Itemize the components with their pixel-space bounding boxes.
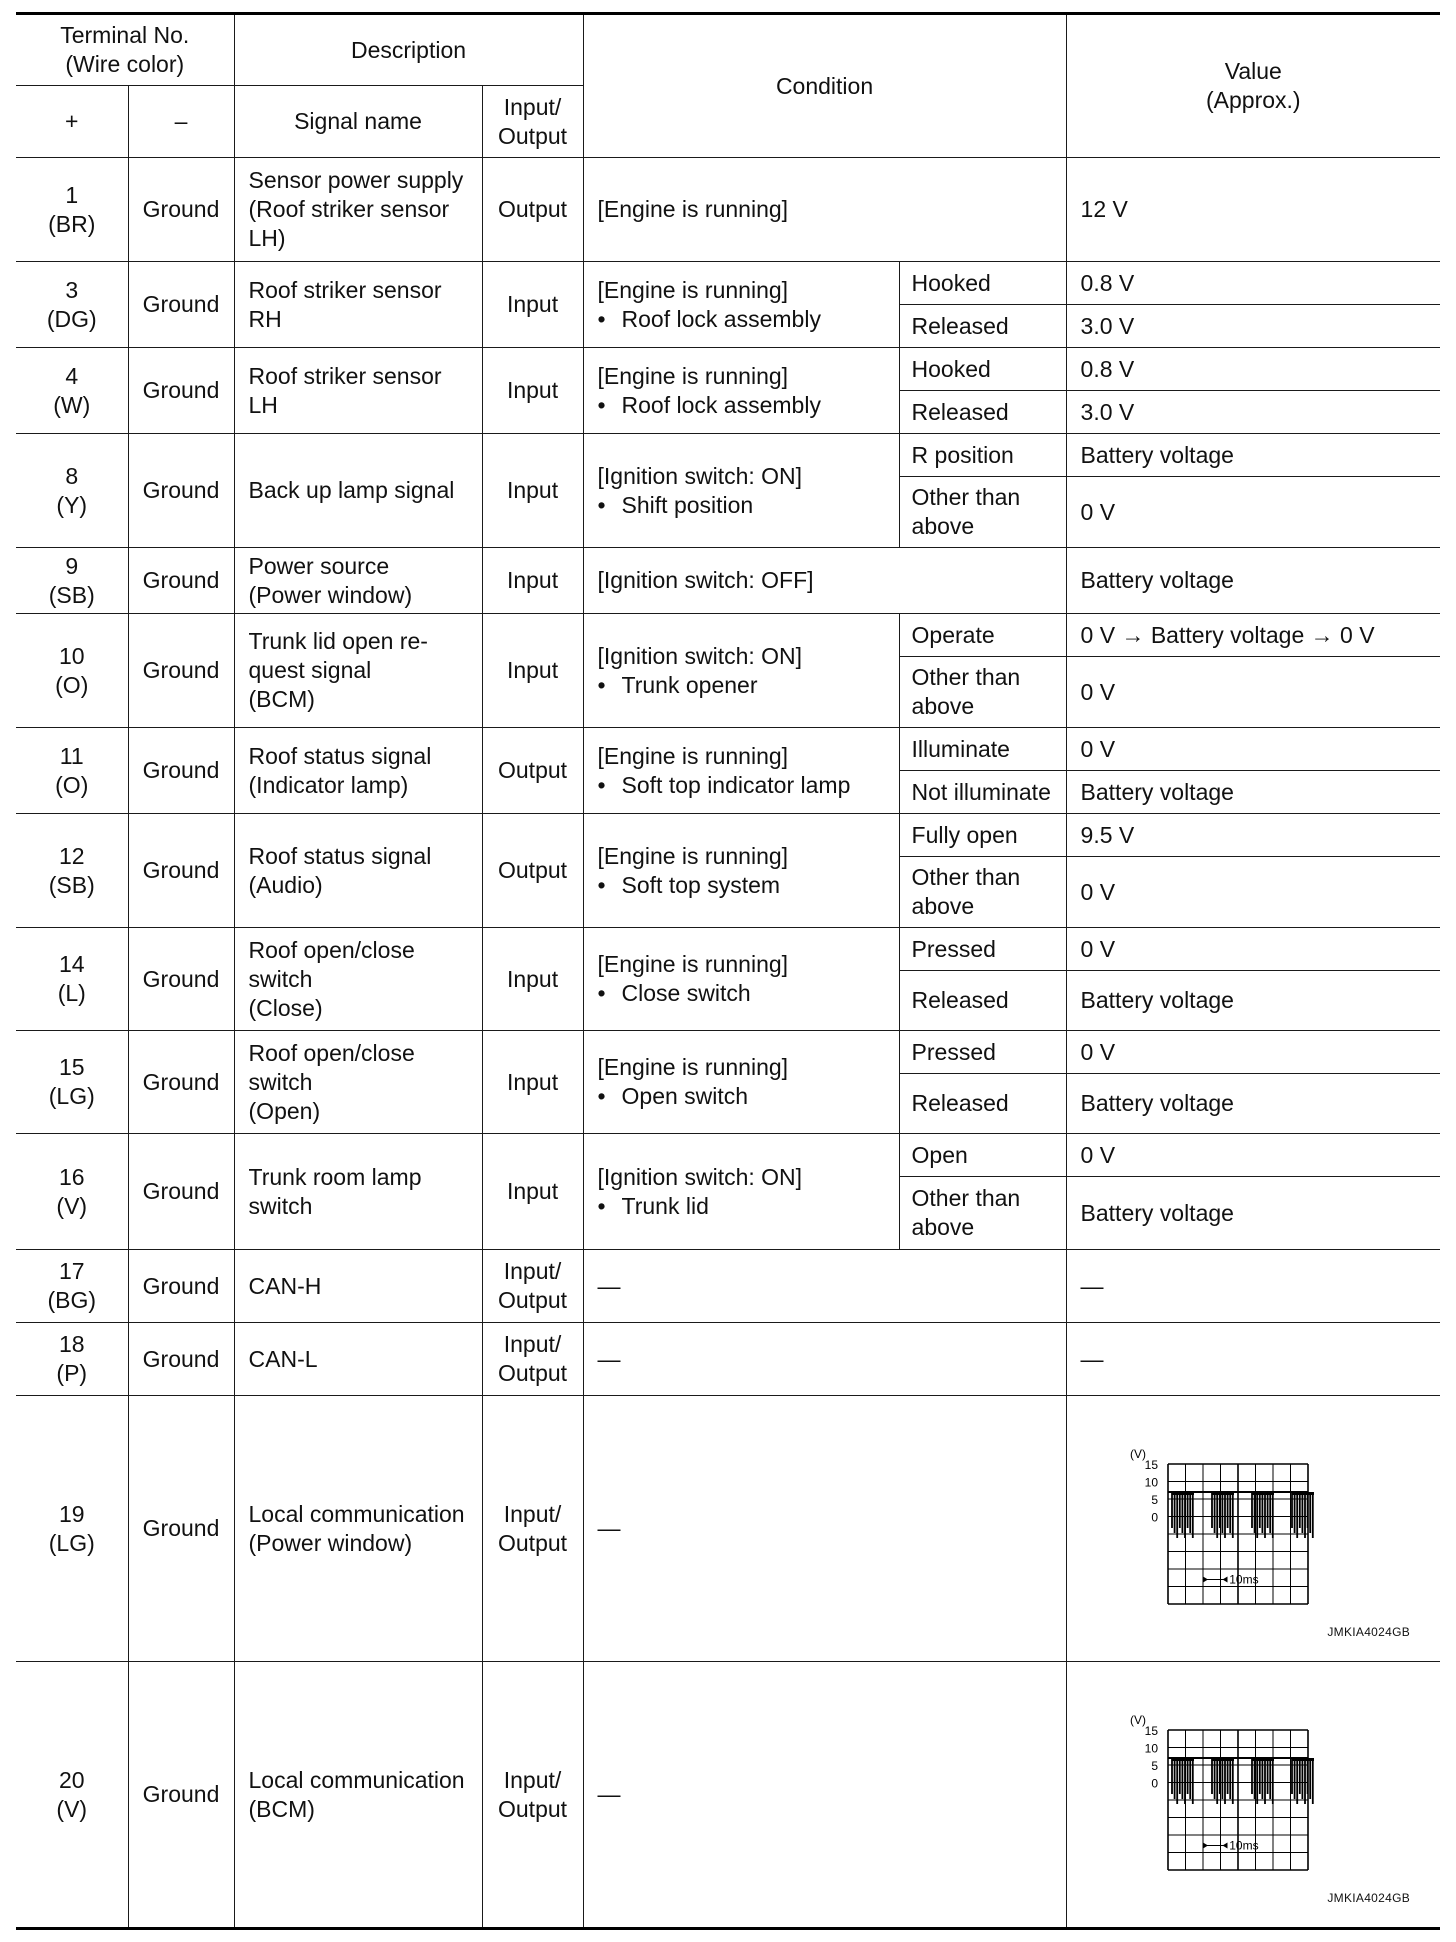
state-cell: Other than above bbox=[899, 657, 1066, 728]
signal-name-cell: Roof open/close switch (Close) bbox=[234, 928, 482, 1031]
table-row bbox=[16, 262, 1440, 305]
value-cell: 12 V bbox=[1066, 158, 1440, 262]
wire-color: (O) bbox=[55, 671, 89, 698]
condition-cell bbox=[583, 434, 899, 548]
condition-cell: [Ignition switch: OFF] bbox=[583, 548, 1066, 614]
waveform-unit: (V) bbox=[1129, 1713, 1146, 1727]
waveform-time-label: 10ms bbox=[1228, 1572, 1259, 1587]
header-input-output: Input/ Output bbox=[482, 86, 583, 158]
ground-cell: Ground bbox=[128, 614, 234, 728]
condition-sub-text: Open switch bbox=[621, 1083, 749, 1109]
input-output-cell: Input bbox=[482, 1031, 583, 1134]
state-cell: Fully open bbox=[899, 814, 1066, 857]
table-row bbox=[16, 1396, 1440, 1662]
value-cell: 9.5 V bbox=[1066, 814, 1440, 857]
value-cell: 0.8 V bbox=[1066, 348, 1440, 391]
state-cell: Pressed bbox=[899, 928, 1066, 971]
waveform-y-tick: 10 bbox=[1144, 1741, 1158, 1756]
condition-sub-text: Trunk lid bbox=[621, 1192, 709, 1219]
ground-cell: Ground bbox=[128, 434, 234, 548]
table-row bbox=[16, 1250, 1440, 1323]
state-cell: Released bbox=[899, 305, 1066, 348]
terminal-number-cell bbox=[16, 158, 128, 262]
ground-cell: Ground bbox=[128, 348, 234, 434]
figure-reference-code: JMKIA4024GB bbox=[1327, 1625, 1411, 1639]
input-output-cell: Input bbox=[482, 348, 583, 434]
condition-cell bbox=[583, 348, 899, 434]
input-output-cell: Input/ Output bbox=[482, 1396, 583, 1662]
terminal-number-cell bbox=[16, 1396, 128, 1662]
waveform-y-tick: 0 bbox=[1150, 1510, 1158, 1525]
terminal-table bbox=[16, 12, 1440, 1930]
wire-color: (V) bbox=[56, 1192, 88, 1219]
wire-color: (SB) bbox=[48, 581, 95, 608]
condition-cell: — bbox=[583, 1323, 1066, 1396]
condition-sub bbox=[598, 305, 885, 334]
value-cell: Battery voltage bbox=[1066, 434, 1440, 477]
signal-name-cell: Roof open/close switch (Open) bbox=[234, 1031, 482, 1134]
value-cell: 0.8 V bbox=[1066, 262, 1440, 305]
value-cell: 0 V bbox=[1066, 477, 1440, 548]
condition-sub bbox=[598, 1192, 885, 1221]
ground-cell: Ground bbox=[128, 1250, 234, 1323]
terminal-number: 17 bbox=[58, 1258, 85, 1284]
bullet-marker: • bbox=[597, 1192, 606, 1219]
value-cell: 0 V bbox=[1066, 728, 1440, 771]
condition-cell bbox=[583, 614, 899, 728]
bullet-marker: • bbox=[597, 1083, 606, 1109]
state-cell: Open bbox=[899, 1134, 1066, 1177]
condition-cell bbox=[583, 1031, 899, 1134]
signal-name-cell: CAN-L bbox=[234, 1323, 482, 1396]
table-row bbox=[16, 728, 1440, 771]
condition-main: [Ignition switch: ON] bbox=[597, 462, 803, 489]
ground-cell: Ground bbox=[128, 1662, 234, 1929]
signal-name-cell: CAN-H bbox=[234, 1250, 482, 1323]
state-cell: Pressed bbox=[899, 1031, 1066, 1074]
value-cell: Battery voltage bbox=[1066, 971, 1440, 1031]
ground-cell: Ground bbox=[128, 262, 234, 348]
input-output-cell: Input/ Output bbox=[482, 1662, 583, 1929]
value-waveform-cell bbox=[1066, 1396, 1440, 1662]
waveform-y-tick: 0 bbox=[1150, 1776, 1158, 1791]
value-cell: 0 V bbox=[1066, 1134, 1440, 1177]
waveform-y-tick: 15 bbox=[1144, 1724, 1158, 1738]
header-minus: – bbox=[128, 86, 234, 158]
terminal-number: 11 bbox=[59, 742, 84, 769]
state-cell: Released bbox=[899, 391, 1066, 434]
wire-color: (W) bbox=[53, 391, 91, 418]
terminal-number: 18 bbox=[58, 1331, 85, 1357]
terminal-number: 3 bbox=[65, 276, 79, 303]
condition-sub bbox=[598, 771, 885, 800]
condition-sub-text: Roof lock assembly bbox=[621, 391, 821, 418]
state-cell: Operate bbox=[899, 614, 1066, 657]
signal-name-cell: Trunk room lamp switch bbox=[234, 1134, 482, 1250]
value-cell: Battery voltage bbox=[1066, 1177, 1440, 1250]
signal-name-cell: Power source (Power window) bbox=[234, 548, 482, 614]
waveform-y-tick: 5 bbox=[1150, 1493, 1158, 1507]
input-output-cell: Output bbox=[482, 158, 583, 262]
ground-cell: Ground bbox=[128, 928, 234, 1031]
wire-color: (DG) bbox=[46, 305, 97, 332]
state-cell: Released bbox=[899, 971, 1066, 1031]
terminal-number-cell bbox=[16, 262, 128, 348]
header-plus: + bbox=[16, 86, 128, 158]
bullet-marker: • bbox=[597, 771, 606, 798]
condition-cell: — bbox=[583, 1662, 1066, 1929]
table-row bbox=[16, 1323, 1440, 1396]
input-output-cell: Input bbox=[482, 1134, 583, 1250]
waveform-unit: (V) bbox=[1129, 1447, 1146, 1461]
value-cell: — bbox=[1066, 1323, 1440, 1396]
state-cell: Other than above bbox=[899, 477, 1066, 548]
terminal-number-cell bbox=[16, 1031, 128, 1134]
input-output-cell: Input/ Output bbox=[482, 1323, 583, 1396]
terminal-number: 12 bbox=[58, 842, 85, 869]
state-cell: Hooked bbox=[899, 348, 1066, 391]
terminal-number-cell bbox=[16, 434, 128, 548]
condition-cell: — bbox=[583, 1250, 1066, 1323]
terminal-number-cell bbox=[16, 348, 128, 434]
input-output-cell: Output bbox=[482, 728, 583, 814]
wire-color: (BR) bbox=[48, 210, 96, 237]
table-row bbox=[16, 348, 1440, 391]
ground-cell: Ground bbox=[128, 1031, 234, 1134]
signal-name-cell: Roof status signal (Audio) bbox=[234, 814, 482, 928]
table-row bbox=[16, 434, 1440, 477]
terminal-number-cell bbox=[16, 728, 128, 814]
condition-cell: — bbox=[583, 1396, 1066, 1662]
value-cell: 3.0 V bbox=[1066, 391, 1440, 434]
input-output-cell: Input bbox=[482, 434, 583, 548]
header-condition: Condition bbox=[583, 14, 1066, 158]
wire-color: (L) bbox=[57, 980, 86, 1006]
value-cell: 3.0 V bbox=[1066, 305, 1440, 348]
wire-color: (O) bbox=[55, 771, 89, 798]
condition-sub-text: Shift position bbox=[621, 491, 754, 518]
condition-sub-text: Trunk opener bbox=[621, 671, 758, 698]
waveform-y-tick: 5 bbox=[1150, 1759, 1158, 1773]
value-cell: 0 V bbox=[1066, 1031, 1440, 1074]
ground-cell: Ground bbox=[128, 1323, 234, 1396]
condition-main: [Engine is running] bbox=[597, 742, 789, 769]
signal-name-cell: Sensor power supply (Roof striker sensor LH) bbox=[234, 158, 482, 262]
terminal-table-body bbox=[16, 158, 1440, 1929]
condition-sub bbox=[598, 391, 885, 420]
header-signal-name: Signal name bbox=[234, 86, 482, 158]
state-cell: R position bbox=[899, 434, 1066, 477]
condition-cell bbox=[583, 1134, 899, 1250]
terminal-number: 9 bbox=[65, 552, 79, 579]
signal-name-cell: Roof striker sensor LH bbox=[234, 348, 482, 434]
condition-main: [Engine is running] bbox=[597, 842, 789, 869]
terminal-number-cell bbox=[16, 614, 128, 728]
ground-cell: Ground bbox=[128, 728, 234, 814]
terminal-number-cell bbox=[16, 814, 128, 928]
header-value: Value (Approx.) bbox=[1066, 14, 1440, 158]
terminal-number: 1 bbox=[65, 181, 79, 208]
terminal-number: 19 bbox=[58, 1500, 85, 1527]
state-cell: Other than above bbox=[899, 1177, 1066, 1250]
waveform-wrapper bbox=[1067, 1662, 1441, 1927]
bullet-marker: • bbox=[597, 871, 606, 898]
state-cell: Not illuminate bbox=[899, 771, 1066, 814]
terminal-number-cell bbox=[16, 928, 128, 1031]
condition-main: [Ignition switch: ON] bbox=[597, 1163, 803, 1190]
signal-name-cell: Trunk lid open re- quest signal (BCM) bbox=[234, 614, 482, 728]
condition-sub bbox=[598, 1082, 885, 1111]
waveform-time-label: 10ms bbox=[1228, 1838, 1259, 1853]
condition-sub-text: Roof lock assembly bbox=[621, 305, 821, 332]
value-waveform-cell bbox=[1066, 1662, 1440, 1929]
header-terminal-no: Terminal No. (Wire color) bbox=[16, 14, 234, 86]
waveform-wrapper bbox=[1067, 1396, 1441, 1661]
signal-name-cell: Local communication (BCM) bbox=[234, 1662, 482, 1929]
input-output-cell: Input bbox=[482, 614, 583, 728]
value-cell: Battery voltage bbox=[1066, 771, 1440, 814]
value-cell: 0 V → Battery voltage → 0 V bbox=[1066, 614, 1440, 657]
terminal-number-cell bbox=[16, 1662, 128, 1929]
value-cell: Battery voltage bbox=[1066, 1074, 1440, 1134]
terminal-number: 14 bbox=[58, 951, 85, 977]
oscilloscope-waveform bbox=[1122, 1438, 1352, 1618]
input-output-cell: Input bbox=[482, 262, 583, 348]
wire-color: (LG) bbox=[48, 1529, 95, 1556]
table-row bbox=[16, 928, 1440, 971]
input-output-cell: Input bbox=[482, 928, 583, 1031]
condition-sub bbox=[598, 491, 885, 520]
terminal-number-cell bbox=[16, 1134, 128, 1250]
condition-cell bbox=[583, 814, 899, 928]
wire-color: (BG) bbox=[47, 1287, 97, 1313]
state-cell: Released bbox=[899, 1074, 1066, 1134]
waveform-y-tick: 10 bbox=[1144, 1475, 1158, 1490]
ground-cell: Ground bbox=[128, 1134, 234, 1250]
table-row bbox=[16, 158, 1440, 262]
table-row bbox=[16, 814, 1440, 857]
wire-color: (Y) bbox=[56, 491, 88, 518]
condition-cell bbox=[583, 262, 899, 348]
ground-cell: Ground bbox=[128, 814, 234, 928]
bullet-marker: • bbox=[597, 671, 606, 698]
signal-name-cell: Roof status signal (Indicator lamp) bbox=[234, 728, 482, 814]
signal-name-cell: Back up lamp signal bbox=[234, 434, 482, 548]
terminal-number: 4 bbox=[65, 362, 79, 389]
condition-sub bbox=[598, 871, 885, 900]
wire-color: (LG) bbox=[48, 1083, 95, 1109]
ground-cell: Ground bbox=[128, 1396, 234, 1662]
wire-color: (SB) bbox=[48, 871, 95, 898]
value-cell: 0 V bbox=[1066, 657, 1440, 728]
table-row bbox=[16, 1662, 1440, 1929]
condition-main: [Engine is running] bbox=[597, 362, 789, 389]
bullet-marker: • bbox=[597, 305, 606, 332]
ground-cell: Ground bbox=[128, 548, 234, 614]
terminal-number: 20 bbox=[58, 1766, 85, 1793]
condition-sub bbox=[598, 671, 885, 700]
condition-sub-text: Soft top indicator lamp bbox=[621, 771, 851, 798]
condition-main: [Engine is running] bbox=[597, 276, 789, 303]
terminal-number: 8 bbox=[65, 462, 79, 489]
condition-sub-text: Close switch bbox=[621, 980, 751, 1006]
terminal-number-cell bbox=[16, 1323, 128, 1396]
oscilloscope-waveform bbox=[1122, 1704, 1352, 1884]
condition-cell bbox=[583, 728, 899, 814]
terminal-table-sheet bbox=[16, 12, 1440, 1930]
input-output-cell: Output bbox=[482, 814, 583, 928]
condition-sub-text: Soft top system bbox=[621, 871, 781, 898]
state-cell: Illuminate bbox=[899, 728, 1066, 771]
input-output-cell: Input/ Output bbox=[482, 1250, 583, 1323]
condition-cell bbox=[583, 928, 899, 1031]
value-cell: 0 V bbox=[1066, 857, 1440, 928]
table-row bbox=[16, 548, 1440, 614]
table-row bbox=[16, 1031, 1440, 1074]
terminal-number: 16 bbox=[58, 1163, 85, 1190]
terminal-number-cell bbox=[16, 1250, 128, 1323]
header-description: Description bbox=[234, 14, 583, 86]
table-row bbox=[16, 614, 1440, 657]
value-cell: — bbox=[1066, 1250, 1440, 1323]
terminal-number-cell bbox=[16, 548, 128, 614]
signal-name-cell: Roof striker sensor RH bbox=[234, 262, 482, 348]
signal-name-cell: Local communication (Power window) bbox=[234, 1396, 482, 1662]
condition-cell: [Engine is running] bbox=[583, 158, 1066, 262]
state-cell: Hooked bbox=[899, 262, 1066, 305]
condition-main: [Engine is running] bbox=[597, 1054, 789, 1080]
condition-main: [Engine is running] bbox=[597, 951, 789, 977]
input-output-cell: Input bbox=[482, 548, 583, 614]
condition-sub bbox=[598, 979, 885, 1008]
bullet-marker: • bbox=[597, 491, 606, 518]
value-cell: Battery voltage bbox=[1066, 548, 1440, 614]
wire-color: (V) bbox=[56, 1795, 88, 1822]
bullet-marker: • bbox=[597, 980, 606, 1006]
bullet-marker: • bbox=[597, 391, 606, 418]
figure-reference-code: JMKIA4024GB bbox=[1327, 1891, 1411, 1905]
value-cell: 0 V bbox=[1066, 928, 1440, 971]
table-row bbox=[16, 1134, 1440, 1177]
ground-cell: Ground bbox=[128, 158, 234, 262]
terminal-number: 10 bbox=[58, 642, 85, 669]
state-cell: Other than above bbox=[899, 857, 1066, 928]
waveform-y-tick: 15 bbox=[1144, 1458, 1158, 1472]
terminal-number: 15 bbox=[58, 1054, 85, 1080]
condition-main: [Ignition switch: ON] bbox=[597, 642, 803, 669]
wire-color: (P) bbox=[56, 1360, 88, 1386]
